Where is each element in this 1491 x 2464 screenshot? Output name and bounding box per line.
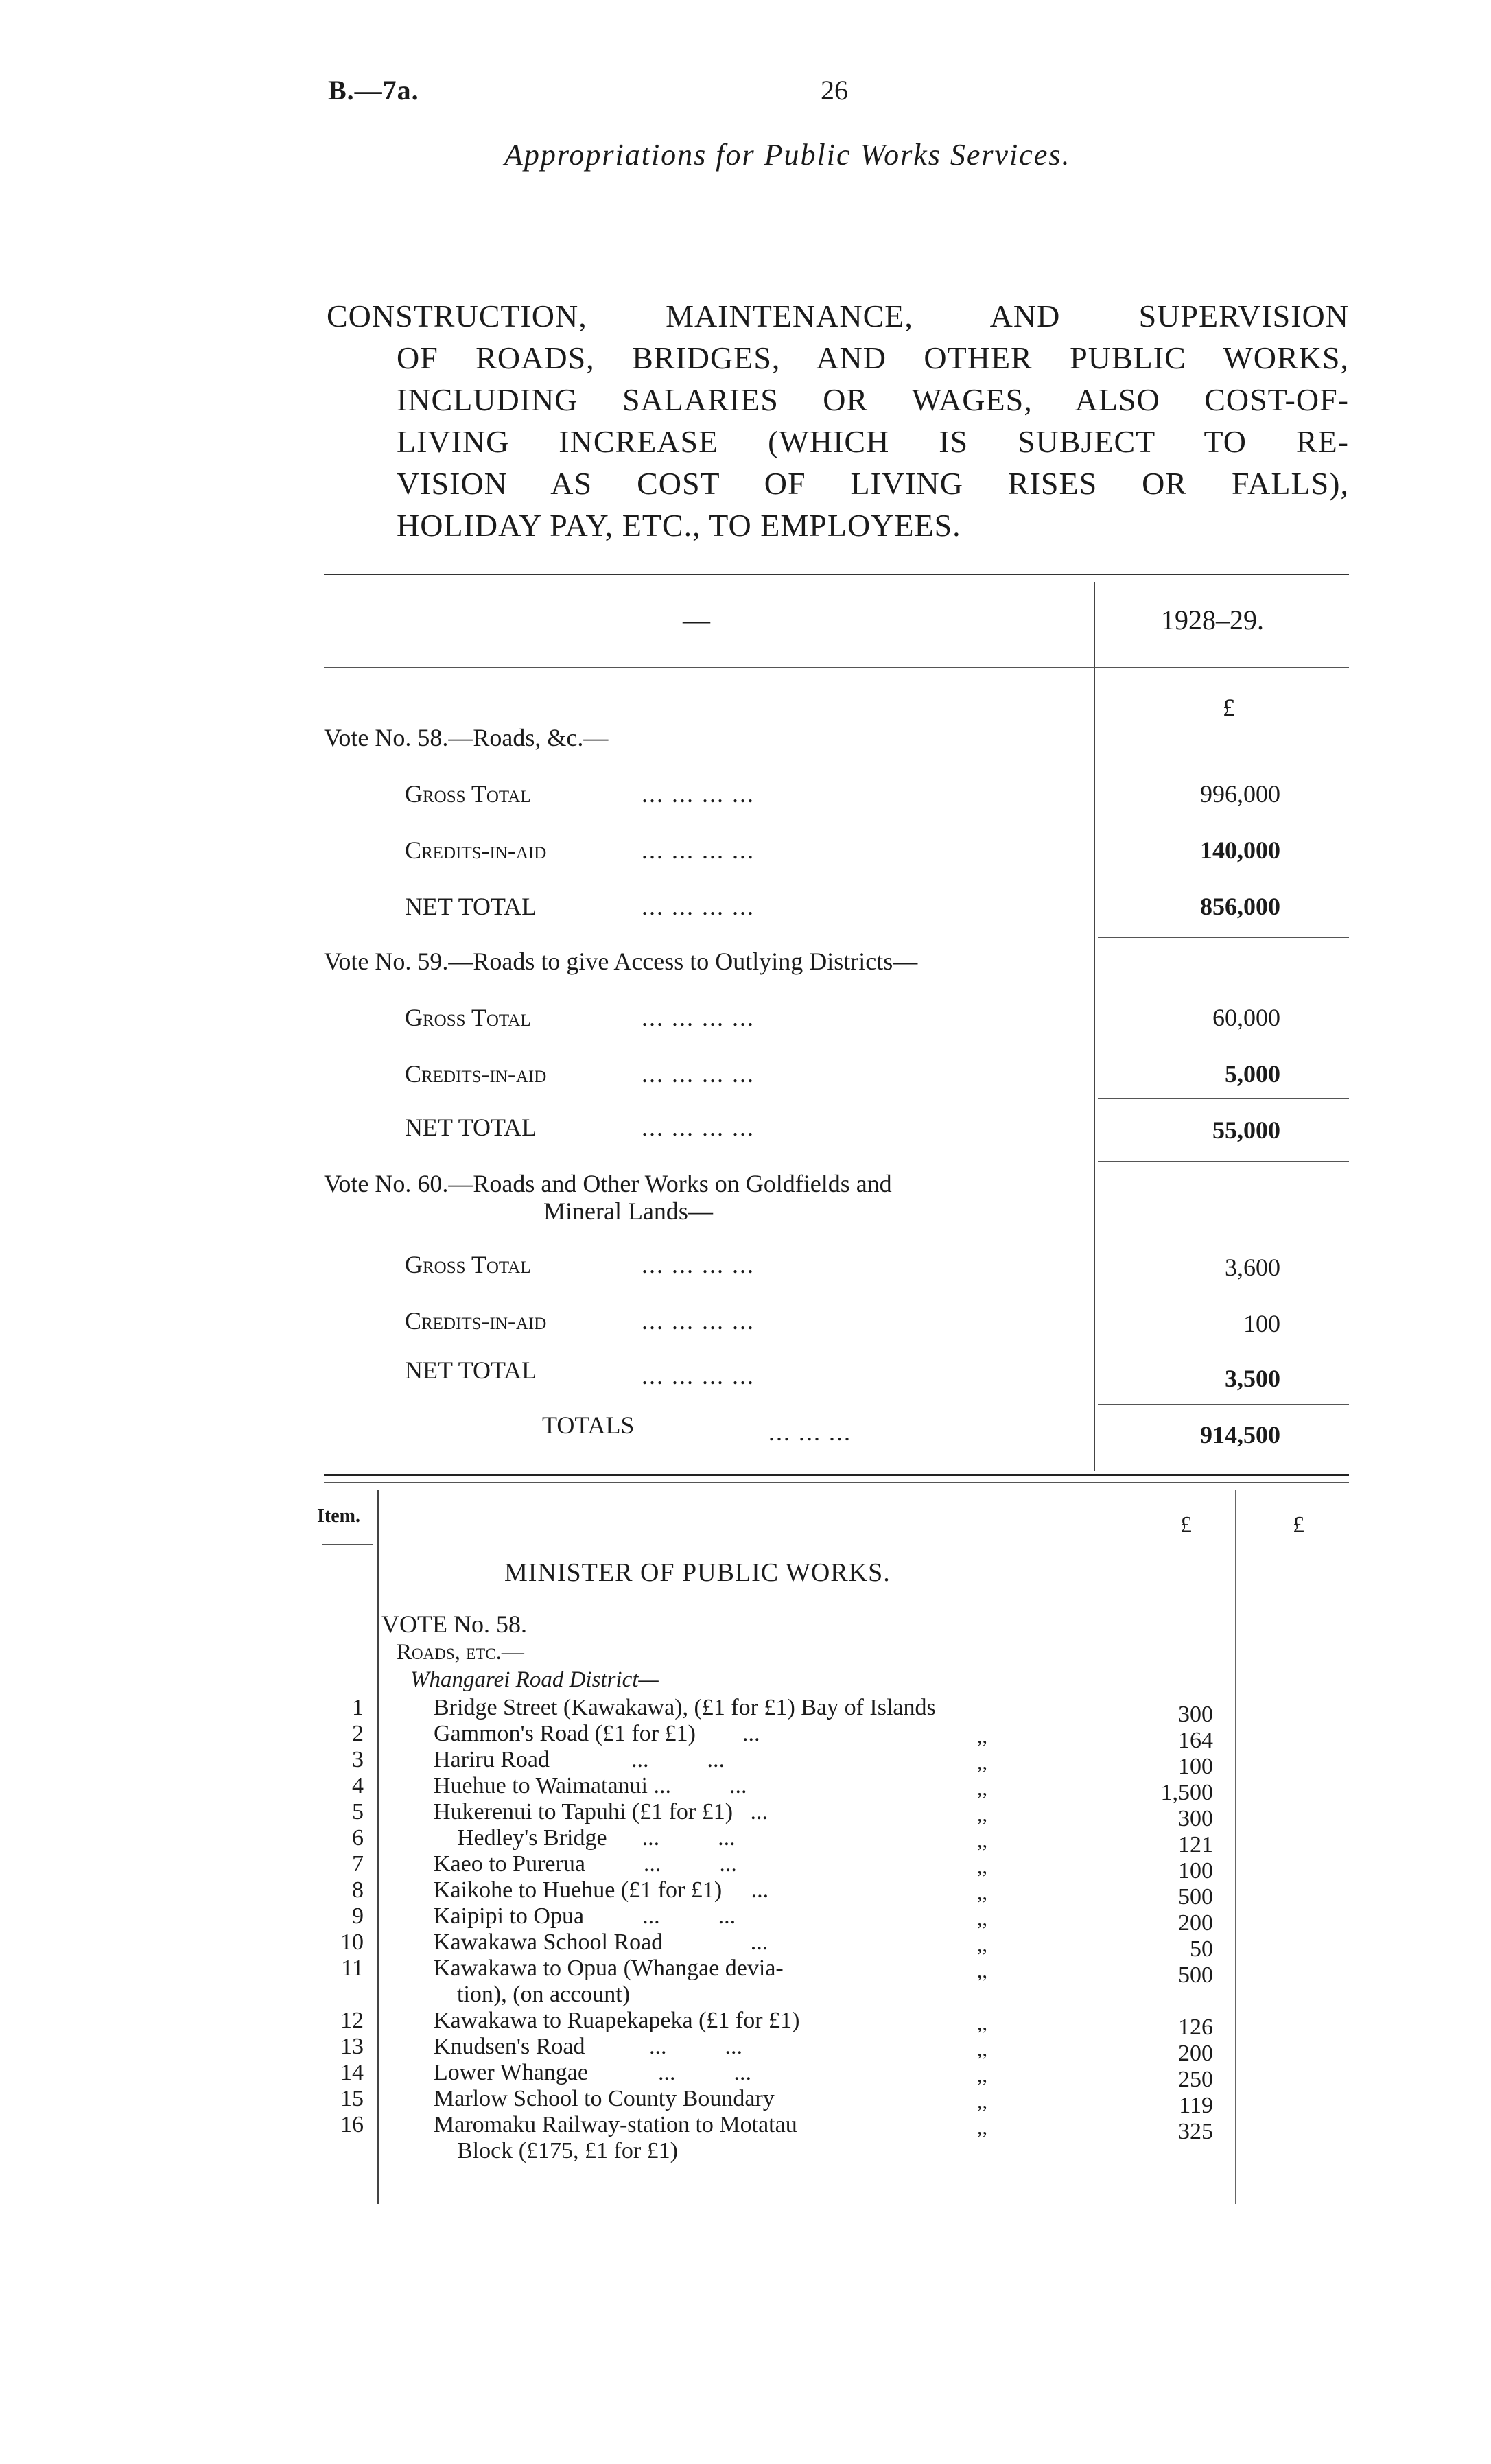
leader-dots: ... ... ... ... [642, 1114, 755, 1141]
column-header-year: 1928–29. [1161, 605, 1264, 635]
item-number: 8 [352, 1877, 364, 1903]
leader-dots: ... ... ... ... [642, 893, 755, 920]
currency-symbol: £ [1180, 1512, 1192, 1538]
ditto-mark: ,, [977, 2116, 987, 2139]
leader-dots: ... ... ... ... [642, 1004, 755, 1031]
net-total-label: NET TOTAL [405, 1357, 537, 1384]
item-description: Maromaku Railway-station to Motatau [434, 2112, 797, 2137]
item-description: Knudsen's Road ... ... [434, 2034, 743, 2059]
table-top-rule [324, 574, 1349, 575]
item-number: 15 [340, 2086, 364, 2111]
credits-in-aid-value: 140,000 [1200, 836, 1280, 864]
item-number: 16 [340, 2112, 364, 2137]
item-amount: 500 [1178, 1962, 1213, 1988]
net-total-value: 856,000 [1200, 893, 1280, 920]
item-amount: 126 [1178, 2015, 1213, 2040]
item-amount: 200 [1178, 2041, 1213, 2066]
item-description: Bridge Street (Kawakawa), (£1 for £1) Bay of Islands [434, 1695, 936, 1720]
item-description: Kaipipi to Opua ... ... [434, 1903, 736, 1929]
net-rule [1098, 937, 1349, 938]
item-amount: 50 [1190, 1936, 1213, 1962]
page-number: 26 [821, 75, 848, 106]
credits-in-aid-label: Credits-in-aid [405, 836, 547, 864]
column-divider [1094, 582, 1095, 1471]
grand-total-value: 914,500 [1200, 1421, 1280, 1448]
item-amount: 325 [1178, 2119, 1213, 2144]
item-number: 7 [352, 1851, 364, 1877]
header-rule [324, 667, 1349, 668]
item-amount: 164 [1178, 1728, 1213, 1753]
sum-rule [1098, 1098, 1349, 1099]
gross-total-label: Gross Total [405, 1004, 531, 1031]
item-description: Kaeo to Purerua ... ... [434, 1851, 737, 1877]
ditto-mark: ,, [977, 1908, 987, 1930]
item-amount: 300 [1178, 1806, 1213, 1831]
credits-in-aid-value: 5,000 [1225, 1060, 1280, 1088]
gross-total-label: Gross Total [405, 1251, 531, 1278]
item-description: Kawakawa to Ruapekapeka (£1 for £1) [434, 2008, 800, 2033]
item-number: 14 [340, 2060, 364, 2085]
running-title: Appropriations for Public Works Services. [504, 138, 1071, 172]
gross-total-value: 3,600 [1225, 1254, 1280, 1281]
item-amount: 300 [1178, 1702, 1213, 1727]
leader-dots: ... ... ... ... [642, 1060, 755, 1088]
currency-symbol: £ [1223, 694, 1235, 721]
ditto-mark: ,, [977, 2064, 987, 2087]
ditto-mark: ,, [977, 2038, 987, 2061]
minister-heading: MINISTER OF PUBLIC WORKS. [504, 1558, 891, 1587]
vote-heading: Vote No. 58.—Roads, &c.— [324, 724, 609, 751]
ditto-mark: ,, [977, 1960, 987, 1982]
currency-symbol: £ [1293, 1512, 1304, 1538]
item-description: Kawakawa School Road ... [434, 1929, 768, 1955]
item-number: 12 [340, 2008, 364, 2033]
ditto-mark: ,, [977, 1855, 987, 1878]
item-amount: 500 [1178, 1884, 1213, 1910]
net-total-value: 3,500 [1225, 1365, 1280, 1392]
amount-column-divider [1235, 1490, 1236, 2204]
item-description: Marlow School to County Boundary [434, 2086, 775, 2111]
item-description-continued: tion), (on account) [434, 1982, 631, 2007]
leader-dots: ... ... ... ... [642, 1251, 755, 1278]
item-amount: 100 [1178, 1754, 1213, 1779]
item-number: 3 [352, 1747, 364, 1772]
item-amount: 1,500 [1160, 1780, 1213, 1805]
title-line: HOLIDAY PAY, ETC., TO EMPLOYEES. [397, 508, 961, 543]
title-line: INCLUDING SALARIES OR WAGES, ALSO COST-OF- [397, 382, 1349, 417]
item-number: 13 [340, 2034, 364, 2059]
vote-heading: Vote No. 60.—Roads and Other Works on Goldfields and [324, 1170, 892, 1197]
credits-in-aid-value: 100 [1243, 1310, 1280, 1337]
vote-heading: Vote No. 59.—Roads to give Access to Outlying Districts— [324, 948, 918, 975]
leader-dots: ... ... ... ... [642, 780, 755, 808]
column-header-dash: — [683, 605, 710, 635]
title-line: CONSTRUCTION, MAINTENANCE, AND SUPERVISION [327, 298, 1349, 333]
subvote-heading: Roads, etc.— [397, 1640, 524, 1665]
gross-total-value: 60,000 [1212, 1004, 1280, 1031]
item-number: 10 [340, 1929, 364, 1955]
ditto-mark: ,, [977, 1803, 987, 1826]
item-description: Hariru Road ... ... [434, 1747, 725, 1772]
gross-total-value: 996,000 [1200, 780, 1280, 808]
item-amount: 119 [1179, 2093, 1213, 2118]
gross-total-label: Gross Total [405, 780, 531, 808]
item-number: 1 [352, 1695, 364, 1720]
item-description-continued: Block (£175, £1 for £1) [434, 2138, 679, 2163]
ditto-mark: ,, [977, 1829, 987, 1852]
document-code: B.—7a. [328, 75, 419, 106]
title-line: LIVING INCREASE (WHICH IS SUBJECT TO RE- [397, 424, 1349, 459]
item-description: Hedley's Bridge ... ... [434, 1825, 736, 1851]
ditto-mark: ,, [977, 1934, 987, 1956]
item-description: Gammon's Road (£1 for £1) ... [434, 1721, 760, 1746]
item-number: 2 [352, 1721, 364, 1746]
ditto-mark: ,, [977, 1777, 987, 1800]
item-number: 5 [352, 1799, 364, 1824]
item-amount: 100 [1178, 1858, 1213, 1884]
credits-in-aid-label: Credits-in-aid [405, 1307, 547, 1335]
item-amount: 200 [1178, 1910, 1213, 1936]
table-bottom-rule [324, 1482, 1349, 1483]
net-rule [1098, 1161, 1349, 1162]
item-amount: 121 [1178, 1832, 1213, 1857]
item-description: Huehue to Waimatanui ... ... [434, 1773, 747, 1798]
leader-dots: ... ... ... ... [642, 1307, 755, 1335]
item-header-rule [322, 1544, 373, 1545]
ditto-mark: ,, [977, 2090, 987, 2113]
table-bottom-rule [324, 1474, 1349, 1476]
item-number: 4 [352, 1773, 364, 1798]
item-column-divider [377, 1490, 379, 2204]
net-rule [1098, 1404, 1349, 1405]
section-title [327, 295, 1349, 546]
title-line: OF ROADS, BRIDGES, AND OTHER PUBLIC WORKS, [397, 340, 1349, 375]
item-column-header: Item. [317, 1505, 360, 1527]
item-amount: 250 [1178, 2067, 1213, 2092]
item-number: 11 [341, 1956, 364, 1981]
item-description: Kawakawa to Opua (Whangae devia- [434, 1956, 784, 1981]
item-number: 6 [352, 1825, 364, 1851]
ditto-mark: ,, [977, 1751, 987, 1774]
item-description: Hukerenui to Tapuhi (£1 for £1) ... [434, 1799, 768, 1824]
item-description: Lower Whangae ... ... [434, 2060, 751, 2085]
leader-dots: ... ... ... [768, 1418, 852, 1446]
net-total-label: NET TOTAL [405, 893, 537, 920]
item-number: 9 [352, 1903, 364, 1929]
credits-in-aid-label: Credits-in-aid [405, 1060, 547, 1088]
ditto-mark: ,, [977, 2012, 987, 2034]
ditto-mark: ,, [977, 1881, 987, 1904]
leader-dots: ... ... ... ... [642, 836, 755, 864]
vote-heading: VOTE No. 58. [381, 1610, 527, 1638]
ditto-mark: ,, [977, 1725, 987, 1748]
totals-label: TOTALS [542, 1411, 635, 1439]
net-total-value: 55,000 [1212, 1116, 1280, 1144]
leader-dots: ... ... ... ... [642, 1362, 755, 1389]
item-description: Kaikohe to Huehue (£1 for £1) ... [434, 1877, 769, 1903]
net-total-label: NET TOTAL [405, 1114, 537, 1141]
district-heading: Whangarei Road District— [410, 1667, 659, 1692]
title-line: VISION AS COST OF LIVING RISES OR FALLS), [397, 466, 1349, 501]
vote-heading-continued: Mineral Lands— [543, 1197, 713, 1225]
